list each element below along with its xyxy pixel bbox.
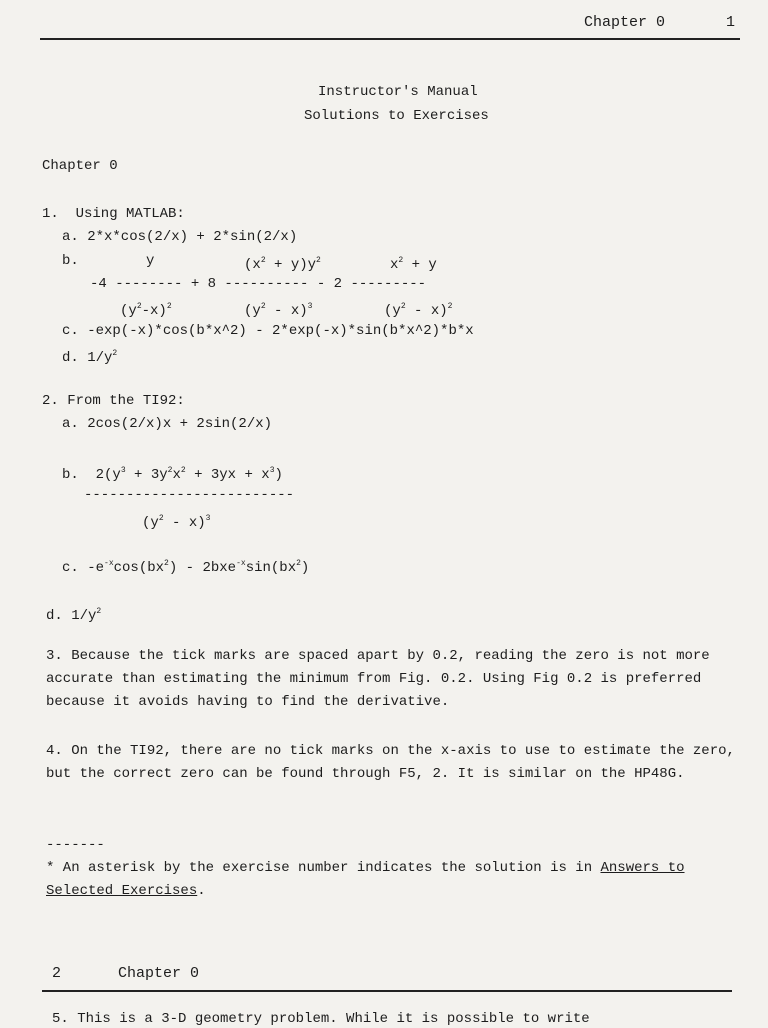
exercise-1a: a. 2*x*cos(2/x) + 2*sin(2/x) <box>62 229 298 245</box>
exercise-5-text: 5. This is a 3-D geometry problem. While it is possible to write <box>52 1011 590 1027</box>
exercise-1-heading: 1. Using MATLAB: <box>42 206 185 222</box>
exercise-1d: d. $1/y^2$ <box>62 349 118 366</box>
exercise-2b-denominator: $(y^2 - x)^3$ <box>142 514 211 531</box>
exercise-2b-numerator: b. $2(y^3 + 3y^2x^2 + 3yx + x^3)$ <box>62 466 283 483</box>
footnote-rule: ------- <box>46 837 105 853</box>
exercise-3-text: 3. Because the tick marks are spaced apart by 0.2, reading the zero is not more accurate than estimating the minimum from Fig. 0.2. Using Fig 0.2 is preferred because it avoids having to find the derivative. <box>46 648 710 710</box>
exercise-1b-denominator-2: $(y^2 - x)^3$ <box>244 302 313 319</box>
exercise-2b-fraction-line: ------------------------- <box>84 487 295 503</box>
exercise-1c: c. -exp(-x)*cos(b*x^2) - 2*exp(-x)*sin(b*x^2)*b*x <box>62 323 474 339</box>
answers-link[interactable]: Answers to Selected Exercises <box>46 860 685 899</box>
exercise-1b-numerator-2: $(x^2 + y)y^2$ <box>244 256 321 273</box>
exercise-2d: d. $1/y^2$ <box>46 607 102 624</box>
exercise-1b-fraction-line: -4 -------- + 8 ---------- - 2 --------- <box>90 276 427 292</box>
page2-header-chapter: Chapter 0 <box>118 965 200 982</box>
exercise-1b-numerator-1: y <box>146 253 155 269</box>
exercise-2a: a. 2cos(2/x)x + 2sin(2/x) <box>62 416 273 432</box>
exercise-1b-denominator-3: $(y^2 - x)^2$ <box>384 302 453 319</box>
exercise-2c: c. $-e^{-x}\cos(bx^2) - 2bxe^{-x}\sin(bx^2)$ <box>62 559 310 576</box>
chapter-heading: Chapter 0 <box>42 158 118 174</box>
title-line-1: Instructor's Manual <box>318 84 478 100</box>
header-rule <box>40 38 740 40</box>
exercise-1b-label: b. <box>62 253 79 269</box>
header-page-number: 1 <box>726 14 736 31</box>
page2-header-page-number: 2 <box>52 965 62 982</box>
page2-header-rule <box>42 990 732 992</box>
exercise-2-heading: 2. From the TI92: <box>42 393 185 409</box>
header-chapter: Chapter 0 <box>584 14 666 31</box>
exercise-1b-denominator-1: $(y^2-x)^2$ <box>120 302 172 319</box>
exercise-1b-numerator-3: $x^2 + y$ <box>390 256 437 273</box>
exercise-4-text: 4. On the TI92, there are no tick marks on the x-axis to use to estimate the zero, but the correct zero can be found through F5, 2. It is similar on the HP48G. <box>46 743 735 782</box>
footnote-text: * An asterisk by the exercise number indicates the solution is in Answers to Selected Exercises. <box>46 860 685 899</box>
title-line-2: Solutions to Exercises <box>304 108 489 124</box>
